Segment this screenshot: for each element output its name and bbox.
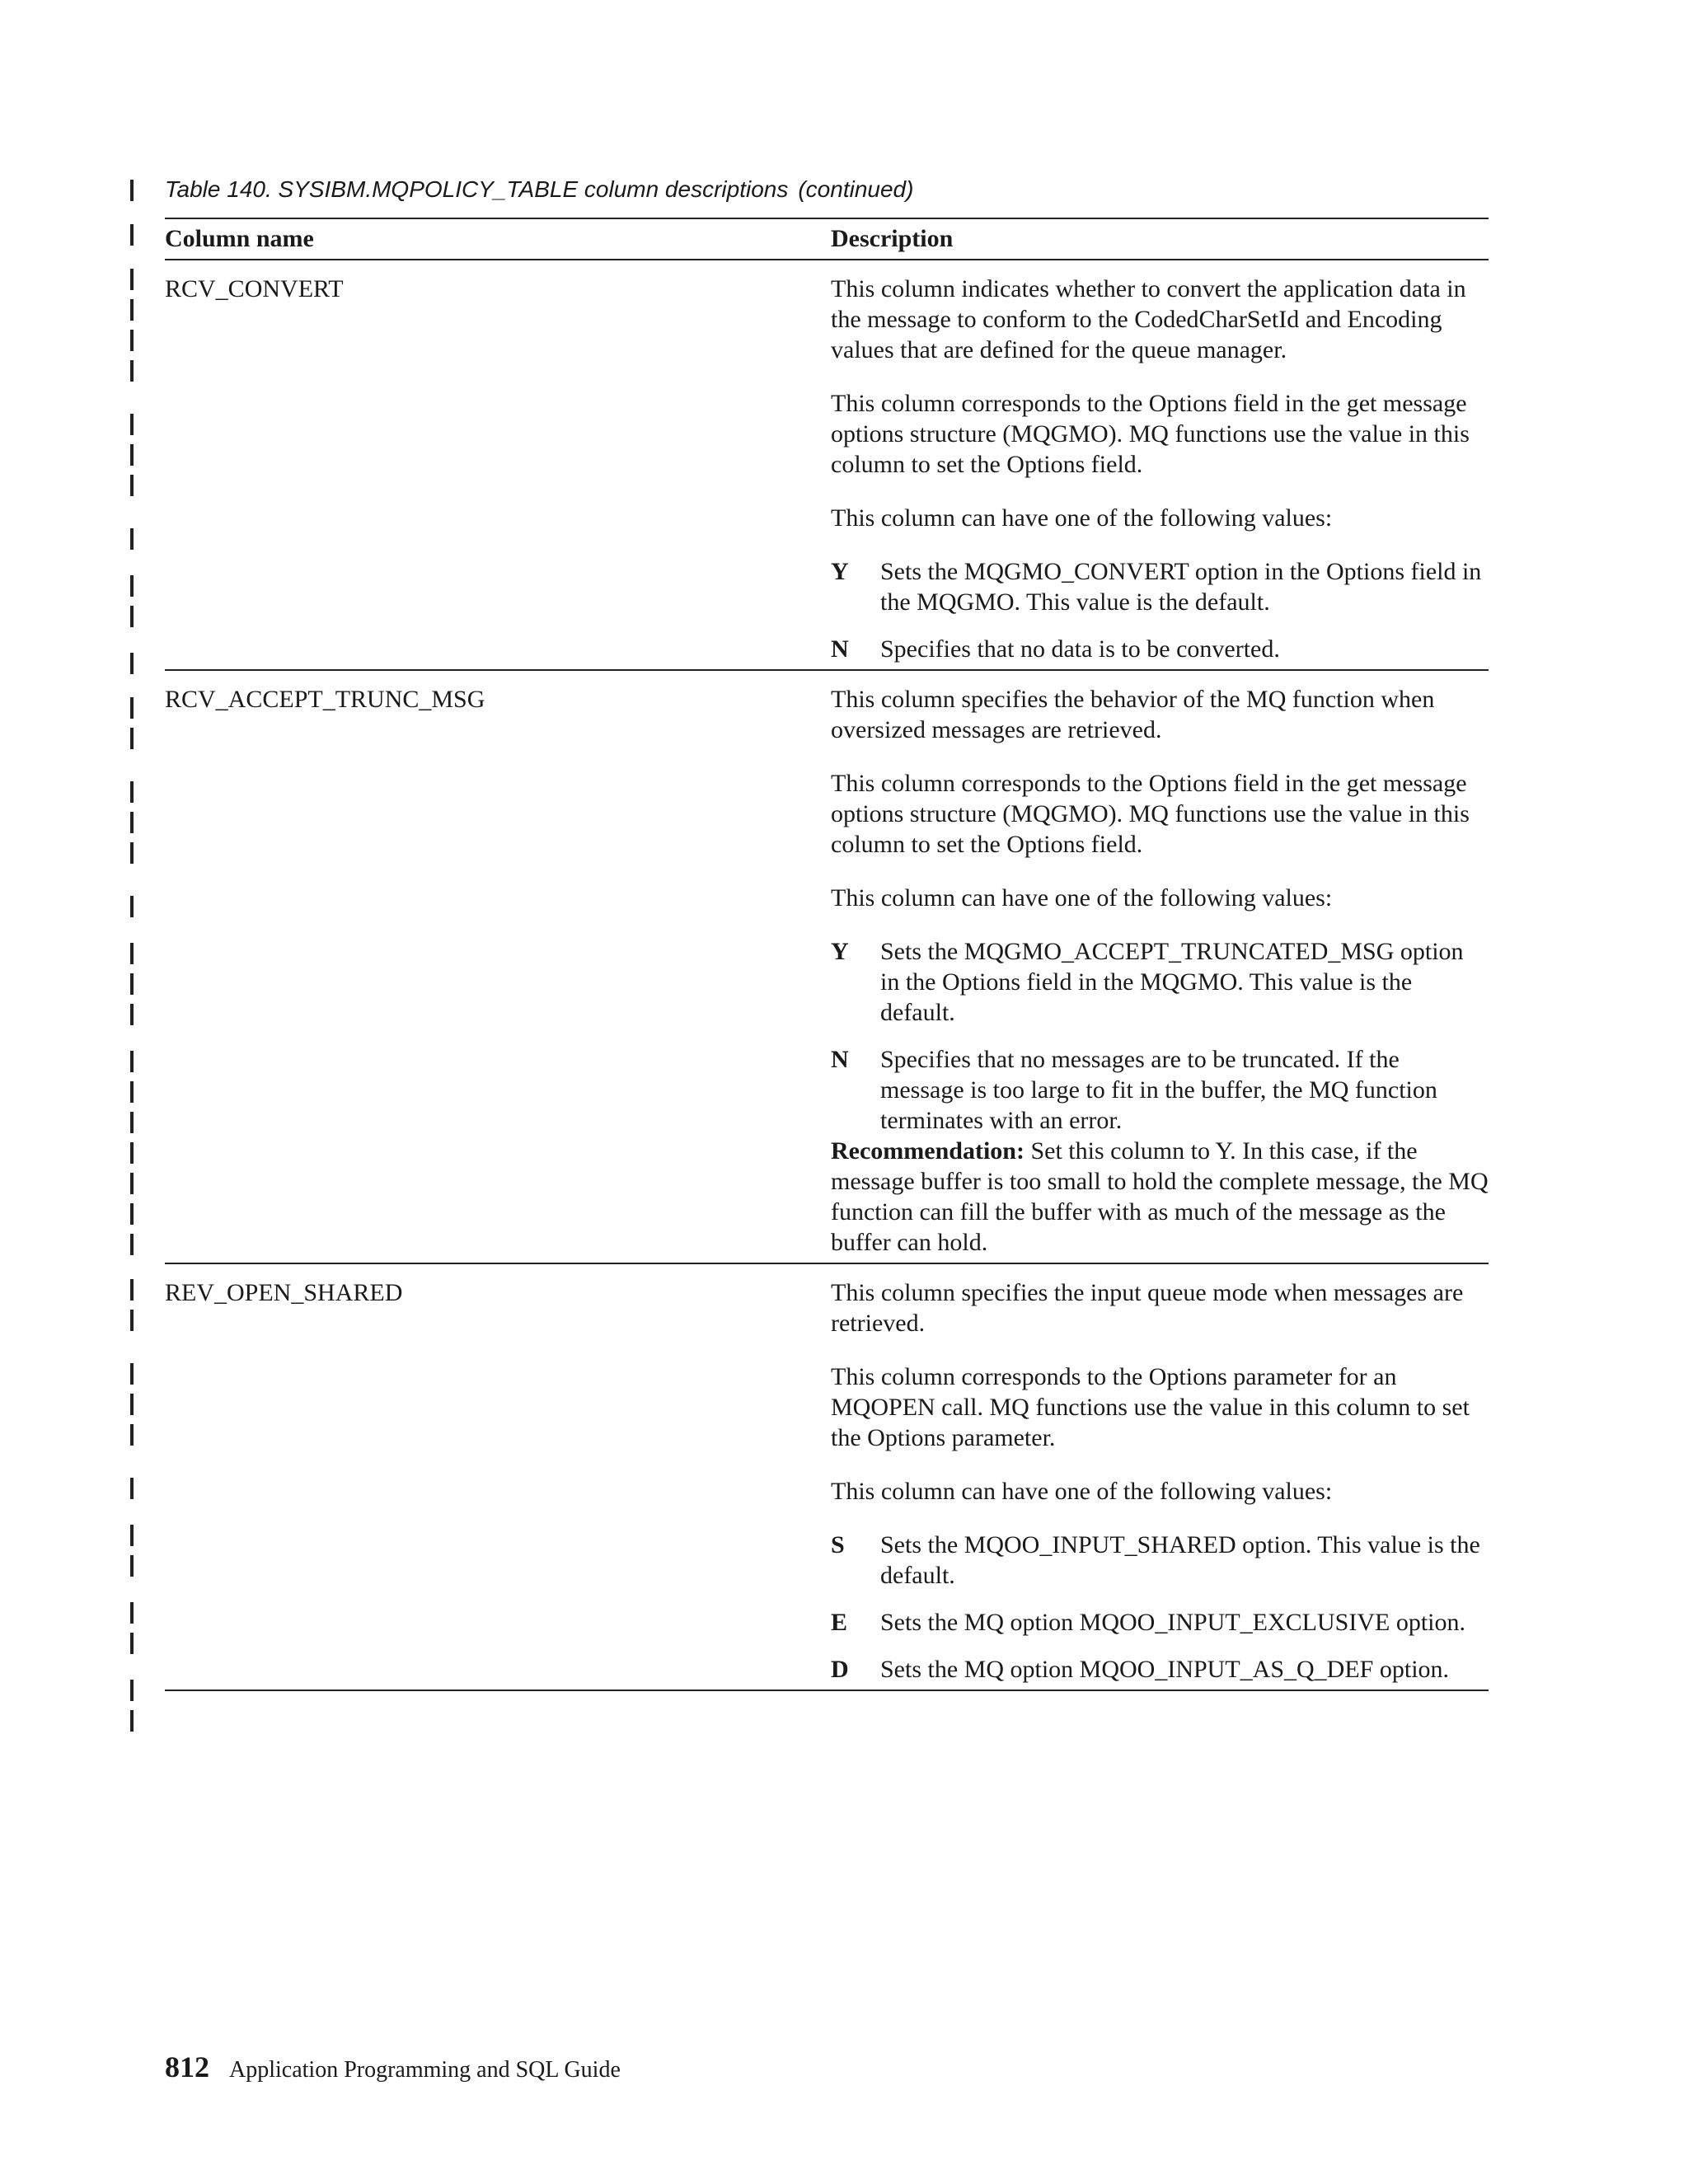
page-footer bbox=[165, 2052, 621, 2085]
table-header-row bbox=[165, 219, 1489, 260]
value-definition bbox=[831, 1044, 1489, 1136]
value-text: Specifies that no data is to be converted. bbox=[880, 635, 1280, 663]
value-text: Sets the MQOO_INPUT_SHARED option. This value is the default. bbox=[880, 1531, 1480, 1589]
description-paragraph: This column can have one of the following values: bbox=[831, 1478, 1333, 1505]
revision-bar bbox=[130, 180, 134, 201]
value-text: Sets the MQ option MQOO_INPUT_EXCLUSIVE option. bbox=[880, 1609, 1465, 1636]
revision-bar bbox=[130, 1555, 134, 1577]
revision-bar bbox=[130, 1234, 134, 1255]
revision-bar bbox=[130, 728, 134, 749]
table-row bbox=[165, 671, 1489, 1264]
value-term: N bbox=[831, 635, 849, 663]
revision-bar bbox=[130, 444, 134, 466]
description-paragraph: This column corresponds to the Options parameter for an MQOPEN call. MQ functions use the value in this column to set the Options parameter. bbox=[831, 1363, 1470, 1451]
table-row bbox=[165, 1264, 1489, 1691]
revision-bar bbox=[130, 1363, 134, 1385]
row-description bbox=[831, 1277, 1489, 1685]
row-column-name: REV_OPEN_SHARED bbox=[165, 1279, 403, 1306]
revision-bar bbox=[130, 224, 134, 246]
revision-bar bbox=[130, 1710, 134, 1732]
value-term: D bbox=[831, 1656, 849, 1683]
row-description bbox=[831, 684, 1489, 1258]
description-paragraph: This column can have one of the following values: bbox=[831, 884, 1333, 912]
recommendation-text: Set this column to Y. In this case, if the message buffer is too small to hold the complete message, the MQ function can fill the buffer with as much of the message as the buffer can hold. bbox=[831, 1137, 1489, 1256]
recommendation-label: Recommendation: bbox=[831, 1137, 1025, 1165]
revision-bar bbox=[130, 575, 134, 597]
revision-bar bbox=[130, 697, 134, 719]
header-description: Description bbox=[831, 225, 954, 252]
value-term: S bbox=[831, 1531, 845, 1558]
revision-bar bbox=[130, 414, 134, 435]
revision-bar bbox=[130, 1633, 134, 1654]
revision-bar bbox=[130, 1112, 134, 1133]
value-text: Sets the MQGMO_CONVERT option in the Options field in the MQGMO. This value is the default. bbox=[880, 558, 1482, 616]
revision-bar bbox=[130, 1004, 134, 1025]
column-descriptions-table bbox=[165, 218, 1489, 1691]
value-definition bbox=[831, 1530, 1489, 1591]
value-term: E bbox=[831, 1609, 848, 1636]
revision-bar bbox=[130, 299, 134, 321]
value-definition bbox=[831, 1654, 1489, 1685]
value-term: Y bbox=[831, 558, 849, 585]
revision-bar bbox=[130, 1279, 134, 1301]
table-caption bbox=[165, 175, 913, 204]
revision-bar bbox=[130, 896, 134, 917]
row-column-name: RCV_ACCEPT_TRUNC_MSG bbox=[165, 686, 485, 713]
revision-bar bbox=[130, 475, 134, 496]
revision-bar bbox=[130, 842, 134, 864]
header-column-name: Column name bbox=[165, 225, 314, 252]
revision-bar bbox=[130, 1142, 134, 1164]
value-text: Sets the MQ option MQOO_INPUT_AS_Q_DEF option. bbox=[880, 1656, 1450, 1683]
value-term: N bbox=[831, 1046, 849, 1073]
caption-label: Table 140. SYSIBM.MQPOLICY_TABLE column descriptions bbox=[165, 176, 789, 202]
revision-bar bbox=[130, 1173, 134, 1194]
value-definition bbox=[831, 556, 1489, 617]
value-text: Sets the MQGMO_ACCEPT_TRUNCATED_MSG option in the Options field in the MQGMO. This value is the default. bbox=[880, 938, 1464, 1026]
book-title: Application Programming and SQL Guide bbox=[229, 2057, 621, 2083]
revision-bar bbox=[130, 1602, 134, 1624]
revision-bar bbox=[130, 781, 134, 803]
description-paragraph: This column specifies the behavior of the MQ function when oversized messages are retrieved. bbox=[831, 686, 1435, 743]
revision-bar bbox=[130, 1203, 134, 1225]
description-paragraph: This column corresponds to the Options field in the get message options structure (MQGMO). MQ functions use the value in this column to set the Options field. bbox=[831, 390, 1470, 478]
revision-bar bbox=[130, 360, 134, 382]
description-paragraph: This column can have one of the following values: bbox=[831, 504, 1333, 532]
description-paragraph: This column indicates whether to convert the application data in the message to conform to the CodedCharSetId and Encoding values that are defined for the queue manager. bbox=[831, 275, 1466, 363]
value-definition bbox=[831, 936, 1489, 1028]
revision-bar bbox=[130, 1680, 134, 1701]
row-column-name: RCV_CONVERT bbox=[165, 275, 344, 302]
recommendation bbox=[831, 1136, 1489, 1258]
revision-bar bbox=[130, 653, 134, 674]
value-text: Specifies that no messages are to be truncated. If the message is too large to fit in the buffer, the MQ function terminates with an error. bbox=[880, 1046, 1437, 1134]
revision-bar bbox=[130, 1525, 134, 1546]
revision-bar bbox=[130, 1478, 134, 1499]
revision-bar bbox=[130, 528, 134, 550]
revision-bar bbox=[130, 1051, 134, 1072]
revision-bar bbox=[130, 330, 134, 351]
value-definition bbox=[831, 634, 1489, 664]
revision-bar bbox=[130, 1081, 134, 1103]
value-definition bbox=[831, 1607, 1489, 1638]
table-row bbox=[165, 260, 1489, 671]
value-term: Y bbox=[831, 938, 849, 965]
revision-bar bbox=[130, 606, 134, 627]
row-description bbox=[831, 274, 1489, 664]
revision-bar bbox=[130, 269, 134, 290]
revision-bar bbox=[130, 1394, 134, 1415]
description-paragraph: This column specifies the input queue mode when messages are retrieved. bbox=[831, 1279, 1464, 1337]
revision-bar bbox=[130, 1424, 134, 1446]
description-paragraph: This column corresponds to the Options field in the get message options structure (MQGMO). MQ functions use the value in this column to set the Options field. bbox=[831, 770, 1470, 858]
revision-bar bbox=[130, 812, 134, 833]
caption-continued: (continued) bbox=[798, 176, 914, 202]
page-number: 812 bbox=[165, 2050, 209, 2083]
revision-bar bbox=[130, 943, 134, 964]
revision-bar bbox=[130, 973, 134, 995]
revision-bar bbox=[130, 1310, 134, 1331]
